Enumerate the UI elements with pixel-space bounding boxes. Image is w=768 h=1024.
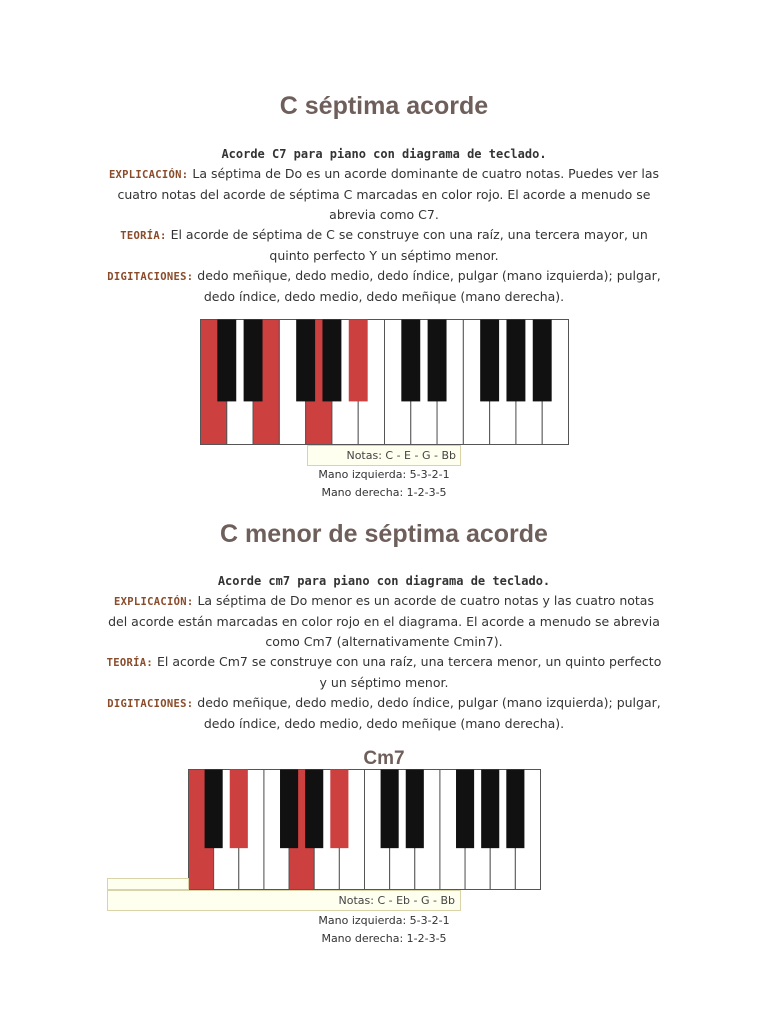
black-key: [230, 770, 248, 849]
black-key: [428, 320, 447, 402]
fingering-text: dedo meñique, dedo medio, dedo índice, pulgar (mano izquierda); pulgar, dedo índice, dedo medio, dedo meñique (mano derecha).: [193, 695, 661, 731]
black-key: [480, 320, 499, 402]
explanation-label: EXPLICACIÓN:: [108, 169, 189, 181]
section1-fingering: [104, 266, 664, 307]
notes-text: Notas: C - Eb - G - Bb: [338, 894, 455, 907]
notes-text: Notas: C - E - G - Bb: [346, 449, 456, 462]
black-key: [244, 320, 263, 402]
fingering-label: DIGITACIONES:: [107, 271, 194, 283]
theory-label: TEORÍA:: [120, 230, 167, 242]
black-key: [533, 320, 552, 402]
explanation-label: EXPLICACIÓN:: [114, 596, 194, 608]
black-key: [506, 320, 525, 402]
notes-box-left-stub: [107, 878, 189, 890]
black-key: [406, 770, 424, 849]
black-key: [217, 320, 236, 402]
black-key: [349, 320, 368, 402]
explanation-text: La séptima de Do menor es un acorde de cuatro notas y las cuatro notas del acorde están marcadas en color rojo en el diagrama. El acorde a menudo se abrevia como Cm7 (alternativamente Cmin7).: [108, 593, 660, 649]
left-hand-fingering: Mano izquierda: 5-3-2-1: [318, 914, 450, 927]
section1-theory: [104, 225, 664, 266]
black-key: [506, 770, 524, 849]
section2-explanation: [104, 591, 664, 652]
piano-keyboard-c7: [200, 319, 569, 445]
section1-subtitle: Acorde C7 para piano con diagrama de teclado.: [221, 147, 547, 161]
black-key: [305, 770, 323, 849]
section2-theory: [104, 652, 664, 693]
left-hand-fingering: Mano izquierda: 5-3-2-1: [318, 468, 450, 481]
black-key: [322, 320, 341, 402]
notes-box-c7: [307, 445, 461, 466]
right-hand-fingering: Mano derecha: 1-2-3-5: [321, 932, 447, 945]
fingering-label: DIGITACIONES:: [107, 698, 194, 710]
piano-keyboard-cm7: [188, 769, 541, 890]
black-key: [280, 770, 298, 849]
right-hand-fingering: Mano derecha: 1-2-3-5: [321, 486, 447, 499]
fingering-text: dedo meñique, dedo medio, dedo índice, pulgar (mano izquierda); pulgar, dedo índice, dedo medio, dedo meñique (mano derecha).: [193, 268, 661, 304]
black-key: [381, 770, 399, 849]
section2-fingering: [104, 693, 664, 734]
black-key: [296, 320, 315, 402]
theory-label: TEORÍA:: [106, 657, 153, 669]
black-key: [456, 770, 474, 849]
notes-box-cm7: [107, 890, 461, 911]
section1-text-block: [104, 144, 664, 307]
section1-explanation: [104, 164, 664, 225]
section2-text-block: [104, 571, 664, 734]
section2-title: C menor de séptima acorde: [220, 520, 548, 548]
section1-title: C séptima acorde: [279, 92, 489, 120]
black-key: [330, 770, 348, 849]
black-key: [401, 320, 420, 402]
theory-text: El acorde Cm7 se construye con una raíz, una tercera menor, un quinto perfecto y un séptimo menor.: [153, 654, 662, 690]
black-key: [481, 770, 499, 849]
explanation-text: La séptima de Do es un acorde dominante de cuatro notas. Puedes ver las cuatro notas del acorde de séptima C marcadas en color rojo. El acorde a menudo se abrevia como C7.: [117, 166, 660, 222]
chord-name-cm7: Cm7: [363, 748, 405, 769]
theory-text: El acorde de séptima de C se construye con una raíz, una tercera mayor, un quinto perfecto Y un séptimo menor.: [166, 227, 648, 263]
black-key: [205, 770, 223, 849]
section2-subtitle: Acorde cm7 para piano con diagrama de teclado.: [217, 574, 551, 588]
